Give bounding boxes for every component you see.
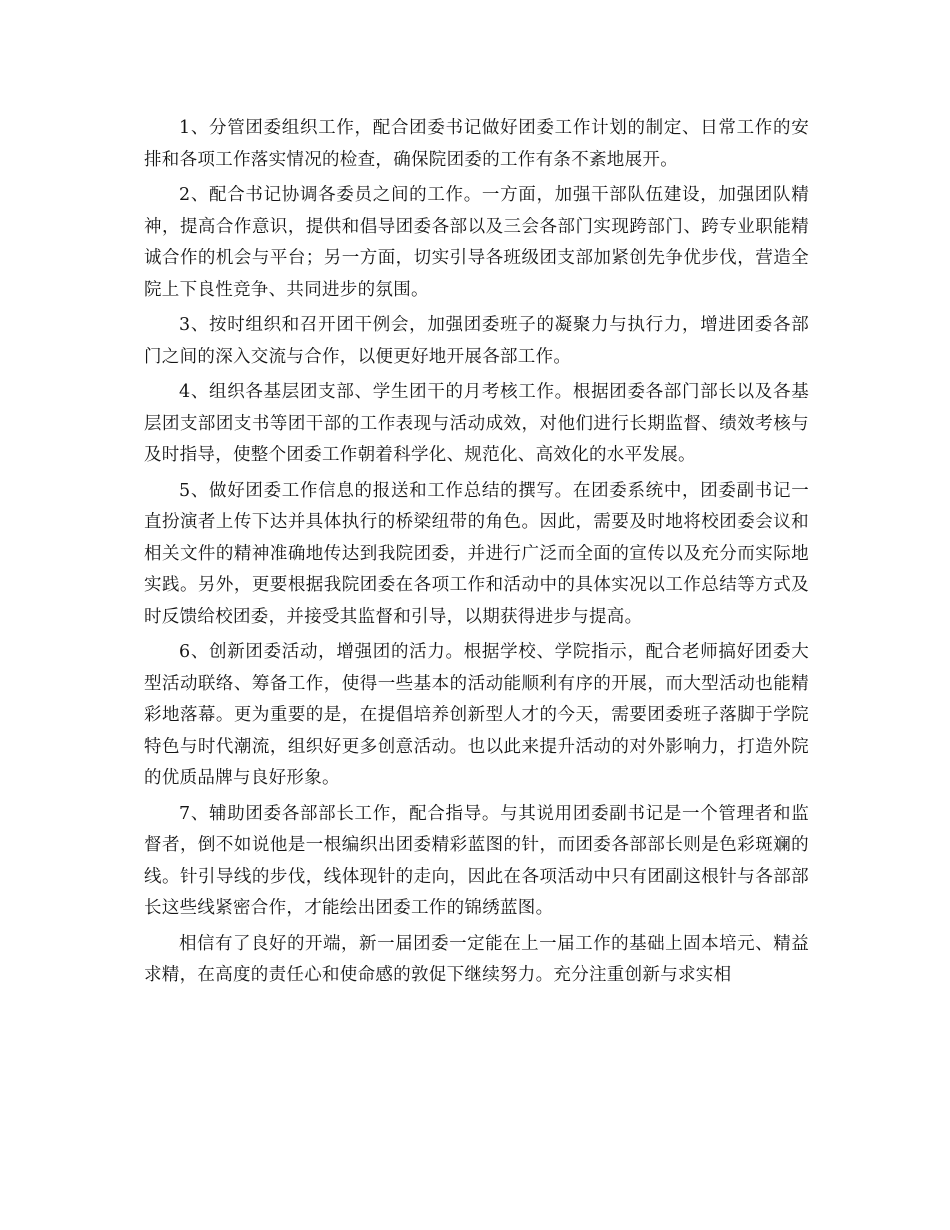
paragraph-8: 相信有了良好的开端，新一届团委一定能在上一届工作的基础上固本培元、精益求精，在高度的责任心和使命感的敦促下继续努力。充分注重创新与求实相: [144, 933, 809, 985]
paragraph-6: 6、创新团委活动，增强团的活力。根据学校、学院指示，配合老师搞好团委大型活动联络、筹备工作，使得一些基本的活动能顺利有序的开展，而大型活动也能精彩地落幕。更为重要的是，在提倡培养创新型人才的今天，需要团委班子落脚于学院特色与时代潮流，组织好更多创意活动。也以此来提升活动的对外影响力，打造外院的优质品牌与良好形象。: [144, 642, 809, 788]
paragraph-3: 3、按时组织和召开团干例会，加强团委班子的凝聚力与执行力，增进团委各部门之间的深入交流与合作，以便更好地开展各部工作。: [144, 315, 809, 367]
document-body: [144, 113, 809, 996]
paragraph-7: 7、辅助团委各部部长工作，配合指导。与其说用团委副书记是一个管理者和监督者，倒不如说他是一根编织出团委精彩蓝图的针，而团委各部部长则是色彩斑斓的线。针引导线的步伐，线体现针的走向，因此在各项活动中只有团副这根针与各部部长这些线紧密合作，才能绘出团委工作的锦绣蓝图。: [144, 803, 809, 918]
paragraph-5: 5、做好团委工作信息的报送和工作总结的撰写。在团委系统中，团委副书记一直扮演者上传下达并具体执行的桥梁纽带的角色。因此，需要及时地将校团委会议和相关文件的精神准确地传达到我院团委，并进行广泛而全面的宣传以及充分而实际地实践。另外，更要根据我院团委在各项工作和活动中的具体实况以工作总结等方式及时反馈给校团委，并接受其监督和引导，以期获得进步与提高。: [144, 480, 809, 627]
paragraph-4: 4、组织各基层团支部、学生团干的月考核工作。根据团委各部门部长以及各基层团支部团支书等团干部的工作表现与活动成效，对他们进行长期监督、绩效考核与及时指导，使整个团委工作朝着科学化、规范化、高效化的水平发展。: [144, 382, 809, 465]
paragraph-1: 1、分管团委组织工作，配合团委书记做好团委工作计划的制定、日常工作的安排和各项工作落实情况的检查，确保院团委的工作有条不紊地展开。: [144, 118, 809, 170]
paragraph-2: 2、配合书记协调各委员之间的工作。一方面，加强干部队伍建设，加强团队精神，提高合作意识，提供和倡导团委各部以及三会各部门实现跨部门、跨专业职能精诚合作的机会与平台；另一方面，切实引导各班级团支部加紧创先争优步伐，营造全院上下良性竞争、共同进步的氛围。: [144, 185, 809, 300]
